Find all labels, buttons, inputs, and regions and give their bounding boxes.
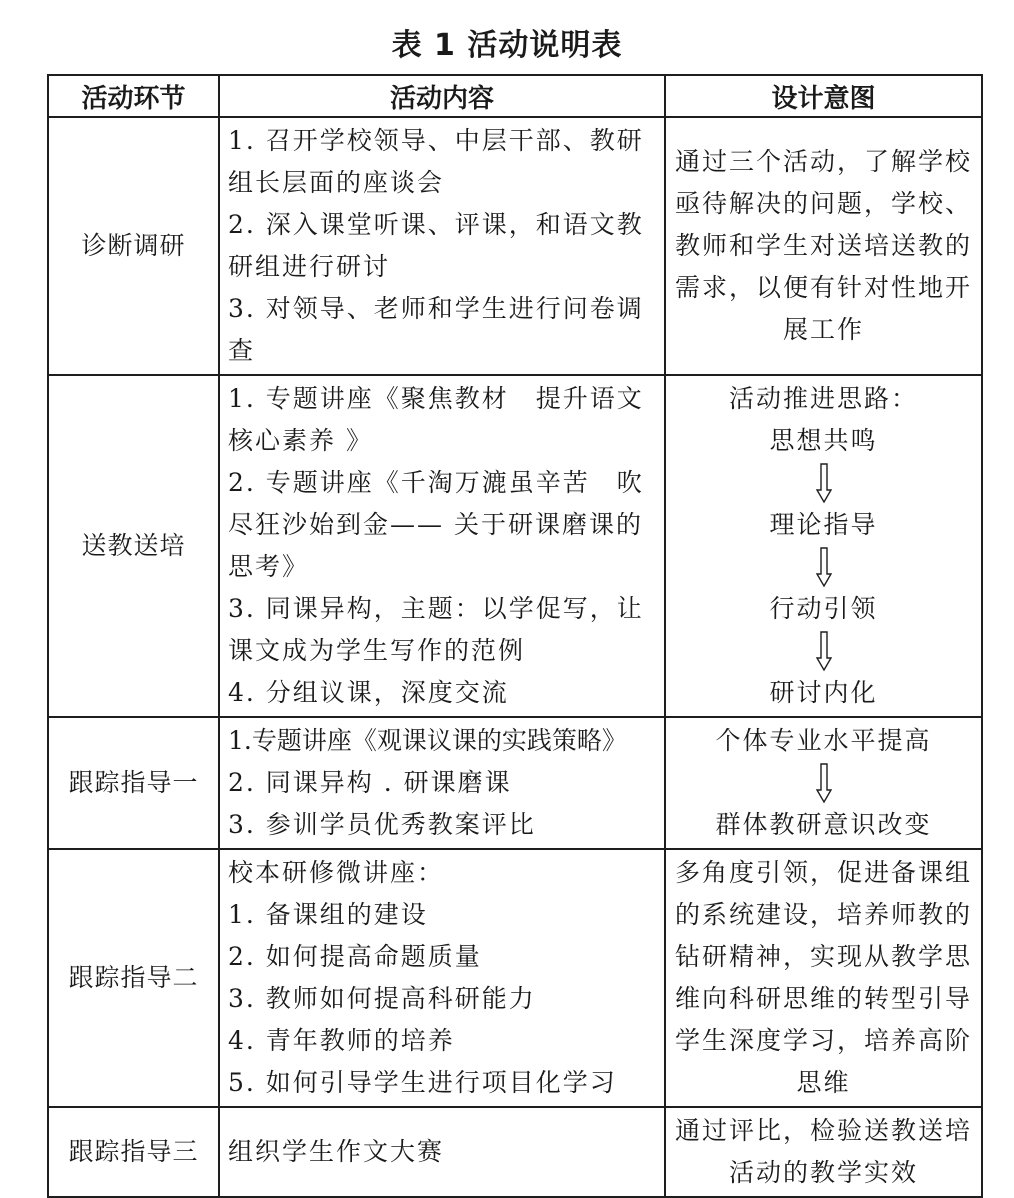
flow-step: 行动引领: [769, 594, 878, 623]
flow-step: 理论指导: [769, 510, 878, 539]
content-line: 2. 专题讲座《千淘万漉虽辛苦 吹尽狂沙始到金—— 关于研课磨课的思考》: [228, 468, 644, 581]
table-title: 表 1 活动说明表: [391, 28, 623, 63]
content-line: 4. 青年教师的培养: [228, 1026, 455, 1055]
header-stage: 活动环节: [48, 75, 219, 117]
content-line: 组织学生作文大赛: [228, 1137, 445, 1166]
table-row: [48, 717, 982, 849]
content-line: 3. 同课异构，主题：以学促写，让课文成为学生写作的范例: [228, 594, 644, 665]
content-line: 校本研修微讲座：: [228, 858, 445, 887]
content-cell: [219, 849, 665, 1107]
header-intent: 设计意图: [665, 75, 982, 117]
content-line: 3. 教师如何提高科研能力: [228, 984, 536, 1013]
activity-table: [47, 74, 983, 1198]
header-row: [48, 75, 982, 117]
down-arrow-icon: [815, 546, 833, 588]
stage-cell: 跟踪指导三: [48, 1107, 219, 1197]
intent-cell: 多角度引领，促进备课组的系统建设，培养师教的钻研精神，实现从教学思维向科研思维的转型引导学生深度学习，培养高阶思维: [665, 849, 982, 1107]
content-line: 2. 如何提高命题质量: [228, 942, 482, 971]
content-line: 1. 召开学校领导、中层干部、教研组长层面的座谈会: [228, 126, 644, 197]
down-arrow-icon: [815, 762, 833, 804]
stage-cell: 跟踪指导二: [48, 849, 219, 1107]
content-cell: [219, 375, 665, 717]
flow-step: 研讨内化: [769, 678, 878, 707]
content-line: 5. 如何引导学生进行项目化学习: [228, 1068, 617, 1097]
table-row: [48, 117, 982, 375]
stage-cell: 跟踪指导一: [48, 717, 219, 849]
intent-flow: [672, 378, 975, 714]
flow-step: 思想共鸣: [769, 426, 878, 455]
intent-cell: [665, 375, 982, 717]
flow-step: 群体教研意识改变: [715, 810, 932, 839]
content-cell: [219, 717, 665, 849]
flow-heading: 活动推进思路：: [728, 384, 918, 413]
down-arrow-icon: [815, 462, 833, 504]
flow-step: 个体专业水平提高: [715, 726, 932, 755]
header-content: 活动内容: [219, 75, 665, 117]
intent-flow: [672, 720, 975, 846]
stage-cell: 诊断调研: [48, 117, 219, 375]
content-line: 2. 深入课堂听课、评课，和语文教研组进行研讨: [228, 210, 644, 281]
content-line: 3. 对领导、老师和学生进行问卷调查: [228, 294, 644, 365]
content-line: 2. 同课异构 . 研课磨课: [228, 768, 512, 797]
intent-cell: 通过评比，检验送教送培活动的教学实效: [665, 1107, 982, 1197]
intent-cell: 通过三个活动，了解学校亟待解决的问题，学校、教师和学生对送培送教的需求，以便有针对性地开展工作: [665, 117, 982, 375]
content-line: 3. 参训学员优秀教案评比: [228, 810, 536, 839]
table-row: [48, 849, 982, 1107]
content-line: 1. 备课组的建设: [228, 900, 428, 929]
stage-cell: 送教送培: [48, 375, 219, 717]
content-line: 1. 专题讲座《聚焦教材 提升语文核心素养 》: [228, 384, 644, 455]
down-arrow-icon: [815, 630, 833, 672]
intent-cell: [665, 717, 982, 849]
table-row: [48, 375, 982, 717]
content-cell: [219, 117, 665, 375]
content-line: 4. 分组议课，深度交流: [228, 678, 509, 707]
content-line: 1.专题讲座《观课议课的实践策略》: [228, 726, 627, 755]
